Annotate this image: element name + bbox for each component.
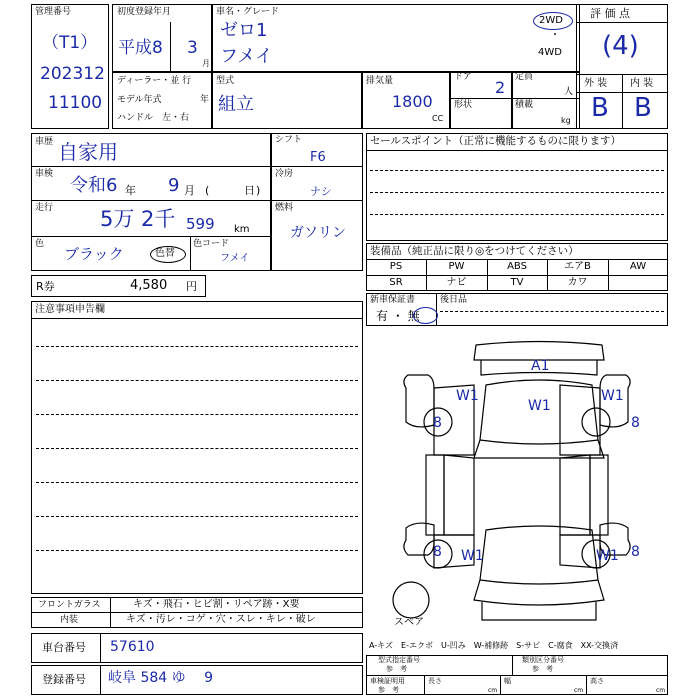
- kanri-label: 管理番号: [35, 7, 72, 17]
- katashiki-value: 組立: [218, 94, 254, 115]
- reibo-value: ナシ: [310, 185, 332, 198]
- katashiki-label: 型式: [216, 76, 235, 86]
- nikki-label: 後日品: [440, 295, 468, 305]
- door-label: ドア: [454, 72, 472, 82]
- equip-aw: AW: [629, 261, 647, 272]
- rken-unit: 円: [186, 280, 197, 293]
- shaken-open-paren: (: [205, 184, 210, 197]
- height-label: 高さ: [590, 677, 604, 685]
- width-unit: cm: [574, 687, 584, 694]
- shaken-day-label: 日: [244, 184, 255, 197]
- iro-code-label: 色コード: [193, 239, 230, 249]
- type-designation-label: 型式指定番号: [378, 656, 420, 664]
- naiso-value: B: [634, 93, 652, 123]
- shaken-close-paren: ): [256, 184, 261, 197]
- shareki-label: 車歴: [35, 137, 54, 147]
- shareki-value: 自家用: [58, 140, 118, 164]
- equipment-label: 装備品（純正品に限り◎をつけてください）: [370, 245, 579, 257]
- model-year-unit: 年: [200, 95, 210, 105]
- reibo-label: 冷房: [275, 169, 294, 179]
- cert-note: 参 考: [378, 686, 399, 694]
- notes-label: 注意事項申告欄: [35, 304, 105, 315]
- car-name-label: 車名・グレード: [216, 7, 280, 17]
- sales-label: セールスポイント（正常に機能するものに限ります）: [370, 135, 622, 147]
- sekisai-label: 積載: [515, 100, 534, 110]
- hosho-label: 新車保証書: [370, 295, 416, 305]
- mark-tire-rr: 8: [631, 544, 640, 560]
- equip-leather: カワ: [567, 277, 588, 288]
- color-code-value: フメイ: [220, 253, 250, 264]
- registration-value: 岐阜 584 ゆ 9: [108, 670, 213, 686]
- gaiso-value: B: [591, 93, 609, 123]
- gaiso-label: 外 装: [584, 78, 608, 89]
- shaken-label: 車検: [35, 169, 54, 179]
- equip-ps: PS: [389, 261, 403, 272]
- type-designation-note: 参 考: [386, 665, 407, 673]
- naiso-label: 内 装: [630, 78, 654, 89]
- color-change: 色替: [155, 248, 175, 259]
- shodo-month-label: 月: [202, 59, 210, 68]
- 2wd-label: 2WD: [539, 15, 563, 26]
- interior-text: キズ・汚レ・コゲ・穴・スレ・キレ・破レ: [126, 614, 316, 625]
- kanri-number-1: 202312: [40, 64, 105, 84]
- haiki-unit: CC: [432, 114, 444, 123]
- car-name: ゼロ1: [220, 20, 268, 41]
- shaken-month: 9: [168, 175, 180, 196]
- teiin-label: 定員: [515, 72, 534, 82]
- haiki-value: 1800: [392, 92, 433, 111]
- spare-label: スペア: [394, 617, 424, 628]
- mark-tire-lf: 8: [433, 415, 442, 431]
- car-diagram: [366, 330, 668, 640]
- front-glass-text: キズ・飛石・ヒビ割・リペア跡・X要: [133, 599, 300, 610]
- nenryo-value: ガソリン: [290, 225, 346, 241]
- cert-label: 車検証明用: [370, 677, 405, 685]
- interior-label: 内装: [60, 615, 79, 625]
- handle-label: ハンドル 左・右: [117, 113, 190, 123]
- nenryo-label: 燃料: [275, 203, 294, 213]
- mark-tire-lr: 8: [433, 544, 442, 560]
- equip-airbag: エアB: [564, 261, 591, 272]
- equip-abs: ABS: [507, 261, 527, 272]
- chassis-label: 車台番号: [42, 641, 86, 654]
- damage-legend: A-キズ E-エクボ U-凹み W-補修跡 S-サビ C-腐食 XX-交換済: [369, 641, 619, 650]
- mark-a1: A1: [531, 358, 550, 374]
- wd-dot: ・: [550, 30, 560, 41]
- shodo-label: 初度登録年月: [117, 7, 172, 17]
- mark-w1-right-rear: W1: [596, 548, 619, 564]
- soko-label: 走行: [35, 203, 54, 213]
- mark-w1-right-front: W1: [601, 388, 624, 404]
- haiki-label: 排気量: [366, 76, 394, 86]
- soko-sub-value: 599: [186, 215, 215, 233]
- score-value: (4): [602, 31, 639, 61]
- shaken-era: 令和6: [70, 175, 118, 196]
- model-year-label: モデル年式: [117, 95, 162, 105]
- height-unit: cm: [656, 687, 666, 694]
- rken-value: 4,580: [130, 278, 168, 293]
- shaken-month-label: 月: [184, 184, 195, 197]
- color-value: ブラック: [64, 245, 124, 263]
- shodo-era: 平成8: [118, 38, 163, 58]
- kanri-t1: （T1）: [42, 33, 98, 53]
- mark-tire-rf: 8: [631, 415, 640, 431]
- equip-sr: SR: [389, 277, 403, 288]
- equip-navi: ナビ: [446, 277, 467, 288]
- rken-box: [31, 275, 206, 297]
- width-label: 幅: [504, 677, 511, 685]
- dealer-label: ディーラー・並 行: [117, 76, 192, 86]
- iro-label: 色: [35, 239, 45, 249]
- hosho-value: 有 ・ 無: [376, 309, 420, 323]
- shodo-month: 3: [187, 38, 198, 58]
- front-glass-label: フロントガラス: [38, 600, 101, 610]
- registration-label: 登録番号: [42, 673, 86, 686]
- shift-label: シフト: [275, 135, 303, 145]
- keijo-label: 形状: [454, 100, 473, 110]
- door-value: 2: [495, 78, 506, 97]
- chassis-value: 57610: [110, 639, 155, 655]
- shift-value: F6: [310, 150, 326, 165]
- teiin-unit: 人: [564, 87, 574, 97]
- hosho-circle: [413, 307, 438, 324]
- mark-w1-left-front: W1: [456, 388, 479, 404]
- length-label: 長さ: [428, 677, 442, 685]
- shaken-year-label: 年: [125, 184, 136, 197]
- class-number-label: 類別区分番号: [522, 656, 564, 664]
- equip-pw: PW: [448, 261, 465, 272]
- mark-w1-left-rear: W1: [461, 548, 484, 564]
- equip-tv: TV: [510, 277, 524, 288]
- mark-w1-roof: W1: [528, 398, 551, 414]
- 4wd-label: 4WD: [538, 47, 562, 58]
- length-unit: cm: [488, 687, 498, 694]
- rken-label: R券: [36, 280, 55, 293]
- soko-value: 5万 2千: [100, 207, 176, 231]
- car-grade: フメイ: [220, 46, 273, 67]
- soko-unit: km: [234, 224, 250, 235]
- class-number-note: 参 考: [532, 665, 553, 673]
- sekisai-unit: kg: [561, 116, 571, 125]
- kanri-number-2: 11100: [48, 93, 103, 113]
- score-label: 評 価 点: [590, 7, 630, 20]
